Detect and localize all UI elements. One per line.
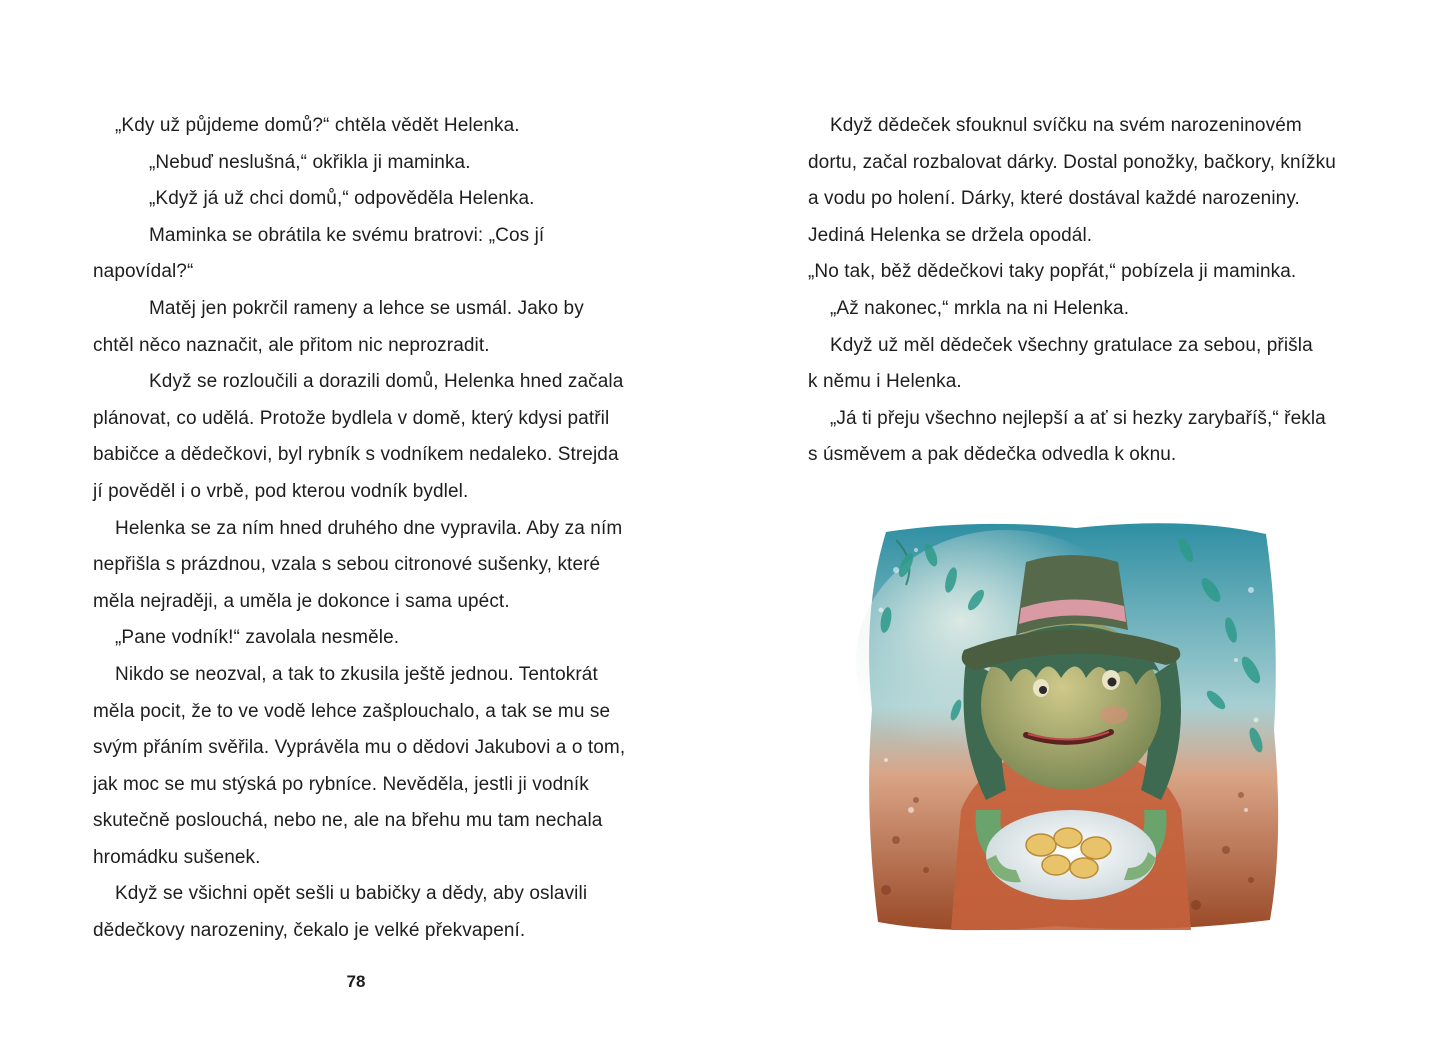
text-line: Helenka se za ním hned druhého dne vypravila. Aby za ním	[115, 517, 623, 539]
text-line: babičce a dědečkovi, byl rybník s vodníkem nedaleko. Strejda	[93, 444, 619, 466]
vodnik-cheek	[1100, 706, 1128, 724]
text-line: „No tak, běž dědečkovi taky popřát,“ pobízela ji maminka.	[808, 261, 1297, 283]
illustration-vodnik	[856, 510, 1286, 940]
text-line: jí pověděl i o vrbě, pod kterou vodník bydlel.	[93, 480, 469, 502]
text-line: Když se rozloučili a dorazili domů, Helenka hned začala	[149, 371, 624, 393]
text-line: jak moc se mu stýská po rybníce. Nevěděla, jestli ji vodník	[93, 773, 589, 795]
vodnik-illustration-svg	[856, 510, 1286, 940]
text-line: „Já ti přeju všechno nejlepší a ať si hezky zarybaříš,“ řekla	[830, 407, 1326, 429]
text-line: Když už měl dědeček všechny gratulace za sebou, přišla	[830, 334, 1313, 356]
text-line: „Kdy už půjdeme domů?“ chtěla vědět Helenka.	[115, 115, 520, 136]
text-line: plánovat, co udělá. Protože bydlela v domě, který kdysi patřil	[93, 407, 610, 429]
text-line: nepřišla s prázdnou, vzala s sebou citronové sušenky, které	[93, 554, 601, 576]
vodnik-pupil-right	[1108, 678, 1117, 687]
text-line: Nikdo se neozval, a tak to zkusila ještě jednou. Tentokrát	[115, 663, 598, 685]
text-line: „Nebuď neslušná,“ okřikla ji maminka.	[149, 151, 471, 173]
text-line: „Když já už chci domů,“ odpověděla Helenka.	[149, 188, 535, 210]
left-page-text	[93, 108, 638, 950]
text-line: k němu i Helenka.	[808, 371, 962, 393]
text-line: a vodu po holení. Dárky, které dostával každé narozeniny.	[808, 188, 1300, 210]
text-line: svým přáním svěřila. Vyprávěla mu o dědovi Jakubovi a o tom,	[93, 737, 626, 759]
text-line: Jediná Helenka se držela opodál.	[808, 224, 1093, 246]
text-line: s úsměvem a pak dědečka odvedla k oknu.	[808, 444, 1177, 466]
text-line: měla pocit, že to ve vodě lehce zašplouchalo, a tak se mu se	[93, 700, 611, 722]
text-line: měla nejraději, a uměla je dokonce i sama upéct.	[93, 590, 510, 612]
text-line: „Až nakonec,“ mrkla na ni Helenka.	[830, 297, 1130, 319]
text-line: „Pane vodník!“ zavolala nesměle.	[115, 627, 400, 649]
biscuit-plate	[986, 810, 1156, 900]
text-line: Když se všichni opět sešli u babičky a dědy, aby oslavili	[115, 883, 588, 905]
text-line: Matěj jen pokrčil rameny a lehce se usmál. Jako by	[149, 297, 584, 319]
text-line: hromádku sušenek.	[93, 846, 261, 868]
page-number: 78	[346, 972, 366, 991]
text-line: napovídal?“	[93, 261, 194, 283]
vodnik-pupil-left	[1039, 686, 1047, 694]
text-line: skutečně poslouchá, nebo ne, ale na břehu mu tam nechala	[93, 810, 603, 832]
text-line: dortu, začal rozbalovat dárky. Dostal ponožky, bačkory, knížku	[808, 151, 1336, 173]
right-page-text	[808, 108, 1353, 474]
text-line: Maminka se obrátila ke svému bratrovi: „Cos jí	[149, 224, 545, 246]
text-line: dědečkovy narozeniny, čekalo je velké překvapení.	[93, 920, 526, 942]
vodnik-hat-crown	[1016, 555, 1128, 635]
text-line: Když dědeček sfouknul svíčku na svém narozeninovém	[830, 115, 1302, 136]
text-line: chtěl něco naznačit, ale přitom nic neprozradit.	[93, 334, 490, 356]
